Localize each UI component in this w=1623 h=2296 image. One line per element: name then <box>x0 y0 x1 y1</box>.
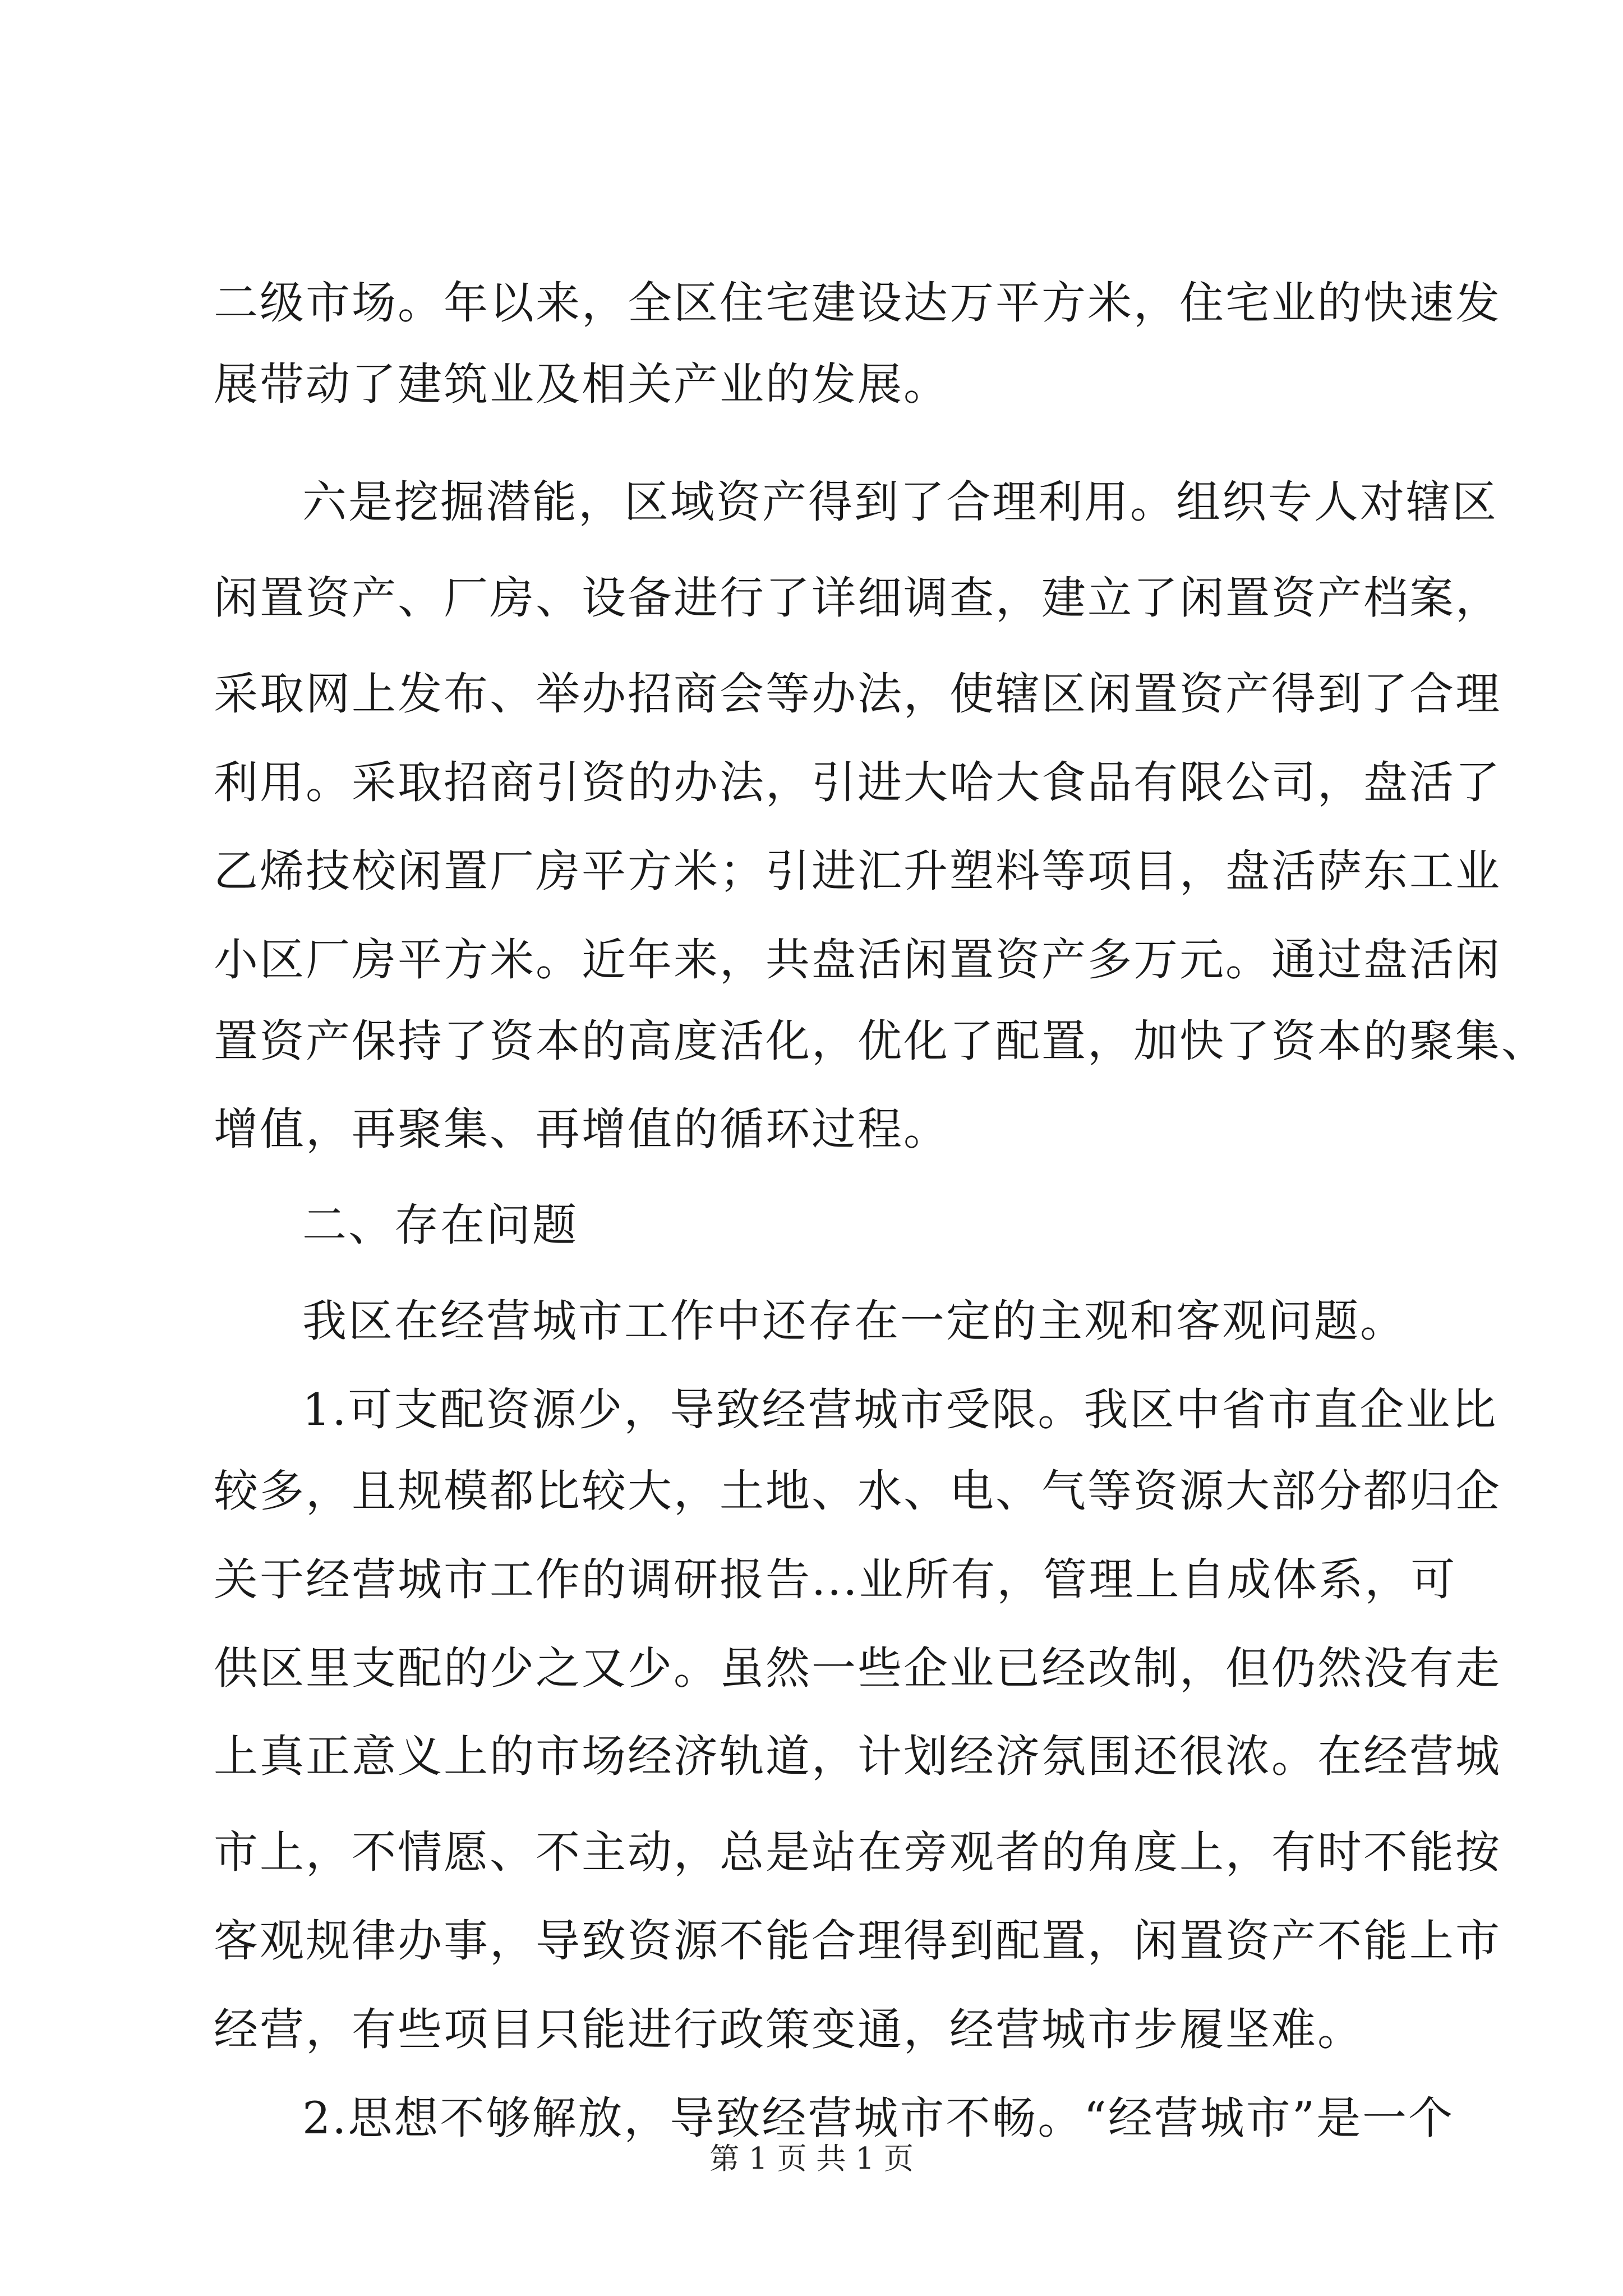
body-line: 供区里支配的少之又少。虽然一些企业已经改制，但仍然没有走 <box>214 1642 1501 1694</box>
body-line: 展带动了建筑业及相关产业的发展。 <box>214 358 949 410</box>
body-line: 客观规律办事，导致资源不能合理得到配置，闲置资产不能上市 <box>214 1915 1501 1967</box>
paragraph-first-line: 六是挖掘潜能，区域资产得到了合理利用。组织专人对辖区 <box>302 476 1498 528</box>
paragraph-first-line: 1.可支配资源少，导致经营城市受限。我区中省市直企业比 <box>302 1384 1498 1435</box>
body-line: 增值，再聚集、再增值的循环过程。 <box>214 1103 949 1155</box>
body-line: 经营，有些项目只能进行政策变通，经营城市步履坚难。 <box>214 2004 1363 2055</box>
body-line: 关于经营城市工作的调研报告...业所有，管理上自成体系，可 <box>214 1554 1457 1605</box>
paragraph-first-line: 2.思想不够解放，导致经营城市不畅。“经营城市”是一个 <box>302 2092 1455 2144</box>
body-line: 二级市场。年以来，全区住宅建设达万平方米，住宅业的快速发 <box>214 277 1501 329</box>
body-line: 上真正意义上的市场经济轨道，计划经济氛围还很浓。在经营城 <box>214 1731 1501 1782</box>
body-line: 利用。采取招商引资的办法，引进大哈大食品有限公司，盘活了 <box>214 757 1501 808</box>
body-line: 市上，不情愿、不主动，总是站在旁观者的角度上，有时不能按 <box>214 1826 1501 1878</box>
section-heading: 二、存在问题 <box>302 1199 578 1251</box>
page-footer: 第 1 页 共 1 页 <box>709 2142 914 2176</box>
body-line: 乙烯技校闲置厂房平方米；引进汇升塑料等项目，盘活萨东工业 <box>214 845 1501 897</box>
body-line: 较多，且规模都比较大，土地、水、电、气等资源大部分都归企 <box>214 1465 1501 1517</box>
body-line: 置资产保持了资本的高度活化，优化了配置，加快了资本的聚集、 <box>214 1015 1547 1067</box>
body-line: 小区厂房平方米。近年来，共盘活闲置资产多万元。通过盘活闲 <box>214 934 1501 986</box>
body-line: 闲置资产、厂房、设备进行了详细调查，建立了闲置资产档案， <box>214 572 1501 624</box>
paragraph-first-line: 我区在经营城市工作中还存在一定的主观和客观问题。 <box>302 1295 1406 1347</box>
body-line: 采取网上发布、举办招商会等办法，使辖区闲置资产得到了合理 <box>214 668 1501 720</box>
